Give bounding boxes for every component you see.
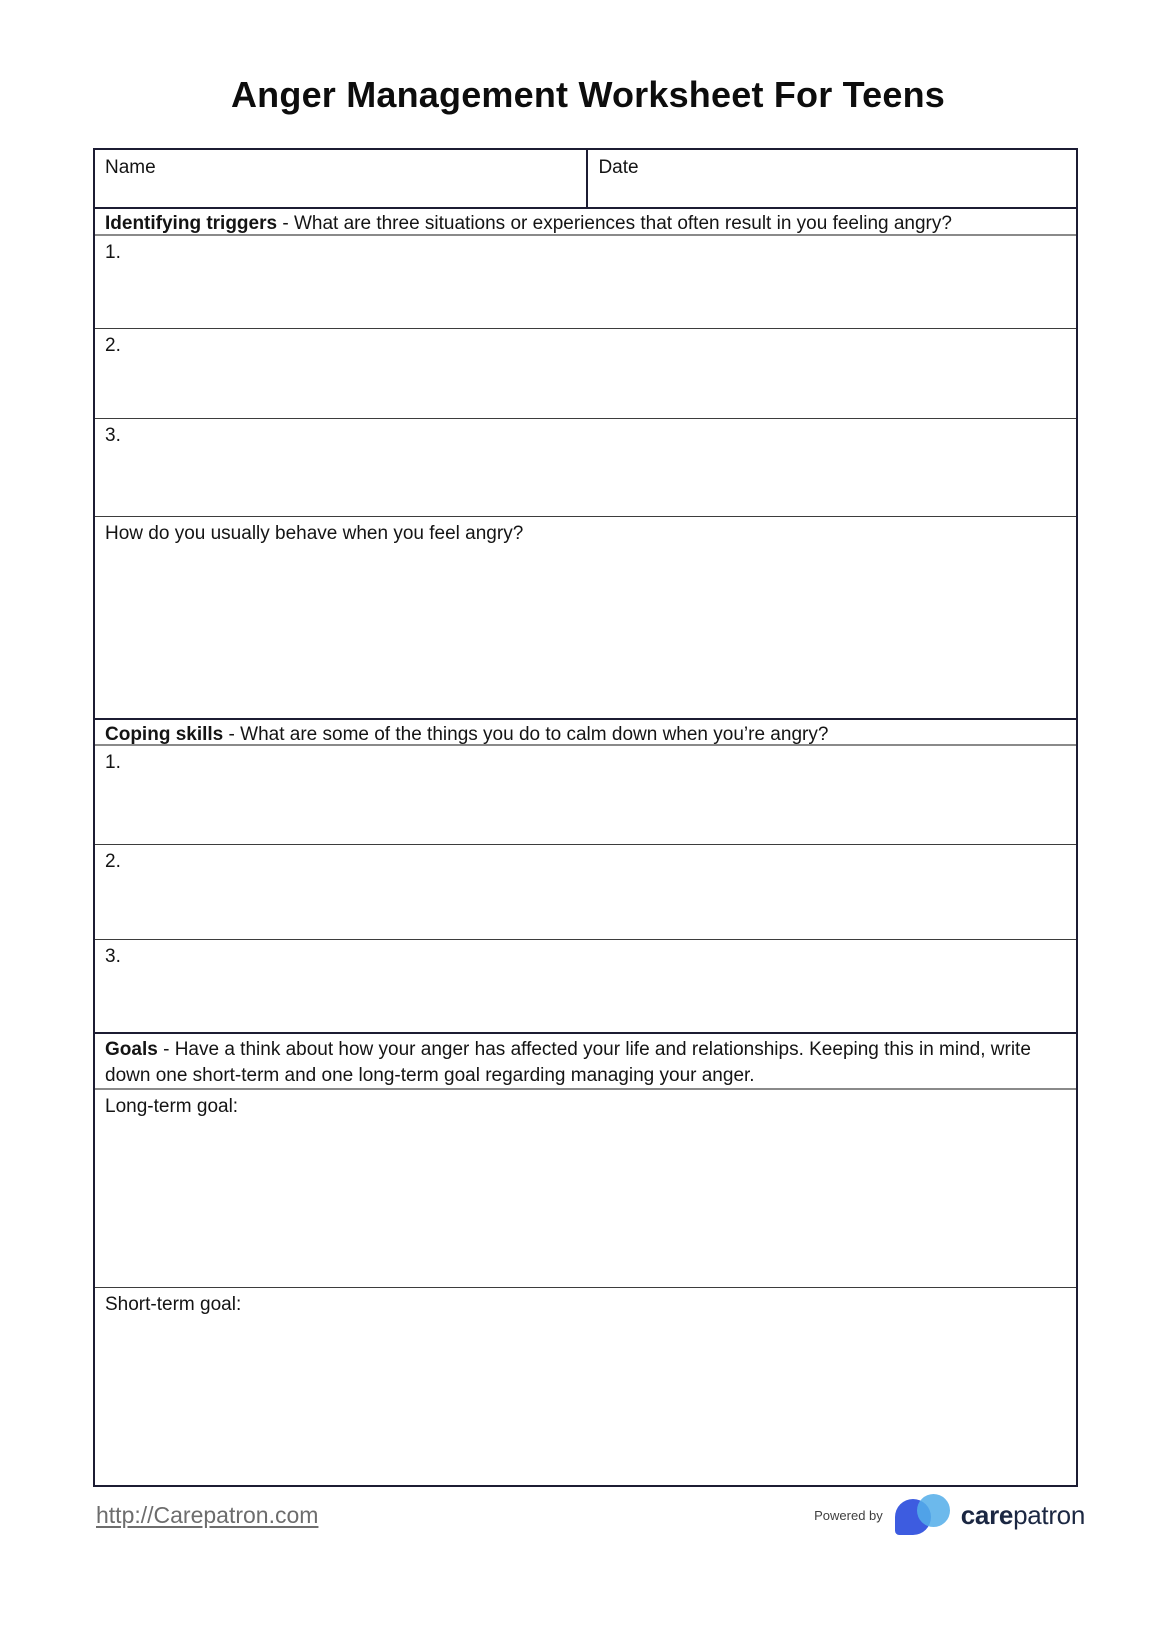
trigger-answer-2[interactable] (95, 328, 1076, 418)
short-term-goal-answer[interactable] (95, 1287, 1076, 1485)
triggers-prompt: - What are three situations or experiences that often result in you feeling angry? (282, 213, 952, 234)
triggers-heading: Identifying triggers (105, 213, 278, 234)
date-field[interactable] (588, 150, 1076, 207)
item-number-2: 2. (105, 335, 121, 356)
carepatron-link[interactable]: http://Carepatron.com (96, 1502, 319, 1528)
powered-by-label: Powered by (814, 1507, 883, 1523)
long-term-goal-label: Long-term goal: (105, 1096, 239, 1117)
coping-answer-1[interactable] (95, 746, 1076, 844)
goals-heading: Goals (105, 1039, 158, 1060)
powered-by-block (814, 1494, 1085, 1536)
name-date-row (95, 150, 1076, 207)
long-term-goal-answer[interactable] (95, 1090, 1076, 1287)
name-field[interactable] (95, 150, 588, 207)
coping-answer-3[interactable] (95, 939, 1076, 1032)
goals-section-header (95, 1032, 1076, 1090)
item-number-3: 3. (105, 946, 121, 967)
item-number-2: 2. (105, 851, 121, 872)
short-term-goal-label: Short-term goal: (105, 1294, 242, 1315)
coping-heading: Coping skills (105, 724, 224, 745)
carepatron-brand-text (961, 1500, 1085, 1531)
item-number-1: 1. (105, 242, 121, 263)
triggers-section-header (95, 207, 1076, 236)
item-number-3: 3. (105, 425, 121, 446)
coping-section-header (95, 718, 1076, 746)
trigger-answer-1[interactable] (95, 236, 1076, 328)
name-label: Name (105, 157, 156, 178)
brand-care: care (960, 1499, 1014, 1530)
goals-prompt: - Have a think about how your anger has affected your life and relationships. Keeping this in mind, write down one short-term and one long-term goal regarding managing your anger. (105, 1039, 1031, 1086)
brand-patron: patron (1013, 1499, 1085, 1530)
coping-prompt: - What are some of the things you do to calm down when you’re angry? (228, 724, 829, 745)
coping-answer-2[interactable] (95, 844, 1076, 939)
date-label: Date (598, 157, 639, 178)
item-number-1: 1. (105, 752, 121, 773)
worksheet-table (93, 148, 1078, 1487)
behavior-answer[interactable] (95, 516, 1076, 718)
behavior-prompt: How do you usually behave when you feel angry? (105, 523, 524, 544)
trigger-answer-3[interactable] (95, 418, 1076, 516)
carepatron-logo-icon (895, 1494, 953, 1536)
page-title: Anger Management Worksheet For Teens (230, 74, 946, 115)
